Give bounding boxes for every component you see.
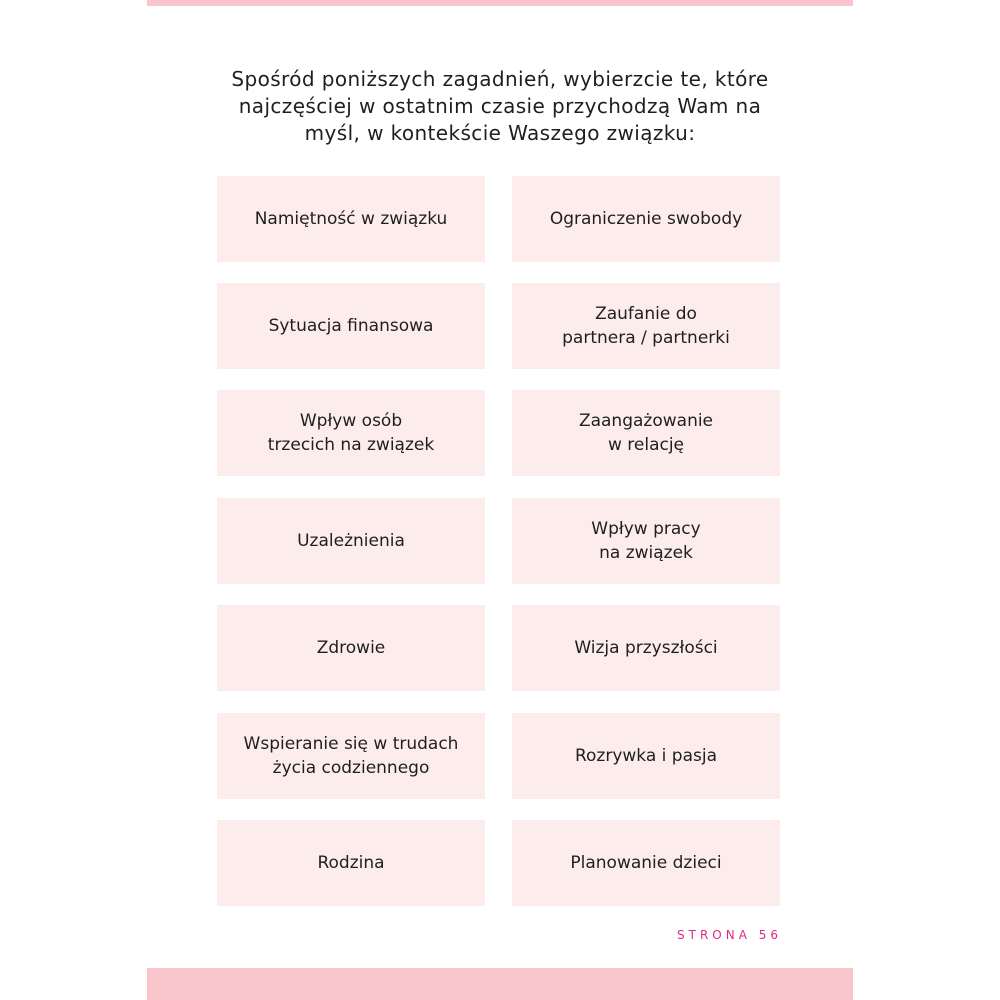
topic-card-family-planning[interactable] (512, 820, 780, 906)
page-number: STRONA 56 (677, 928, 782, 942)
topic-label: Sytuacja finansowa (268, 316, 434, 336)
topic-label: Zaufanie do (595, 304, 697, 324)
topic-label: Wizja przyszłości (574, 638, 718, 658)
topic-label: Rodzina (317, 853, 385, 873)
topic-card-work-impact[interactable] (512, 498, 780, 584)
top-decorative-bar (147, 0, 853, 6)
instruction-line: najczęściej w ostatnim czasie przychodzą Wam na (238, 94, 762, 118)
topic-label: na związek (599, 543, 693, 563)
topic-label: życia codziennego (272, 758, 430, 778)
instruction-text (200, 66, 800, 147)
bottom-decorative-bar (147, 968, 853, 1000)
topic-card-passion[interactable] (217, 176, 485, 262)
instruction-line: Spośród poniższych zagadnień, wybierzcie te, które (231, 67, 769, 91)
topic-label: Zdrowie (316, 638, 386, 658)
topic-card-mutual-support[interactable] (217, 713, 485, 799)
topic-label: Wspieranie się w trudach (243, 734, 459, 754)
topic-label: Wpływ osób (299, 411, 403, 431)
topic-label: Ograniczenie swobody (549, 209, 743, 229)
topic-label: Wpływ pracy (591, 519, 701, 539)
topic-card-engagement[interactable] (512, 390, 780, 476)
topic-label: Rozrywka i pasja (574, 746, 718, 766)
topic-card-addictions[interactable] (217, 498, 485, 584)
topic-card-trust[interactable] (512, 283, 780, 369)
topic-label: Zaangażowanie (578, 411, 714, 431)
topic-label: Planowanie dzieci (570, 853, 722, 873)
topic-label: trzecich na związek (267, 435, 435, 455)
topic-card-entertainment[interactable] (512, 713, 780, 799)
topic-card-freedom-limits[interactable] (512, 176, 780, 262)
topic-card-health[interactable] (217, 605, 485, 691)
instruction-line: myśl, w kontekście Waszego związku: (304, 121, 696, 145)
topic-card-third-parties[interactable] (217, 390, 485, 476)
topic-card-future-vision[interactable] (512, 605, 780, 691)
topic-card-family[interactable] (217, 820, 485, 906)
topic-label: w relację (607, 435, 685, 455)
topic-card-finances[interactable] (217, 283, 485, 369)
topic-label: partnera / partnerki (562, 328, 730, 348)
topic-label: Uzależnienia (297, 531, 405, 551)
topic-label: Namiętność w związku (254, 209, 448, 229)
